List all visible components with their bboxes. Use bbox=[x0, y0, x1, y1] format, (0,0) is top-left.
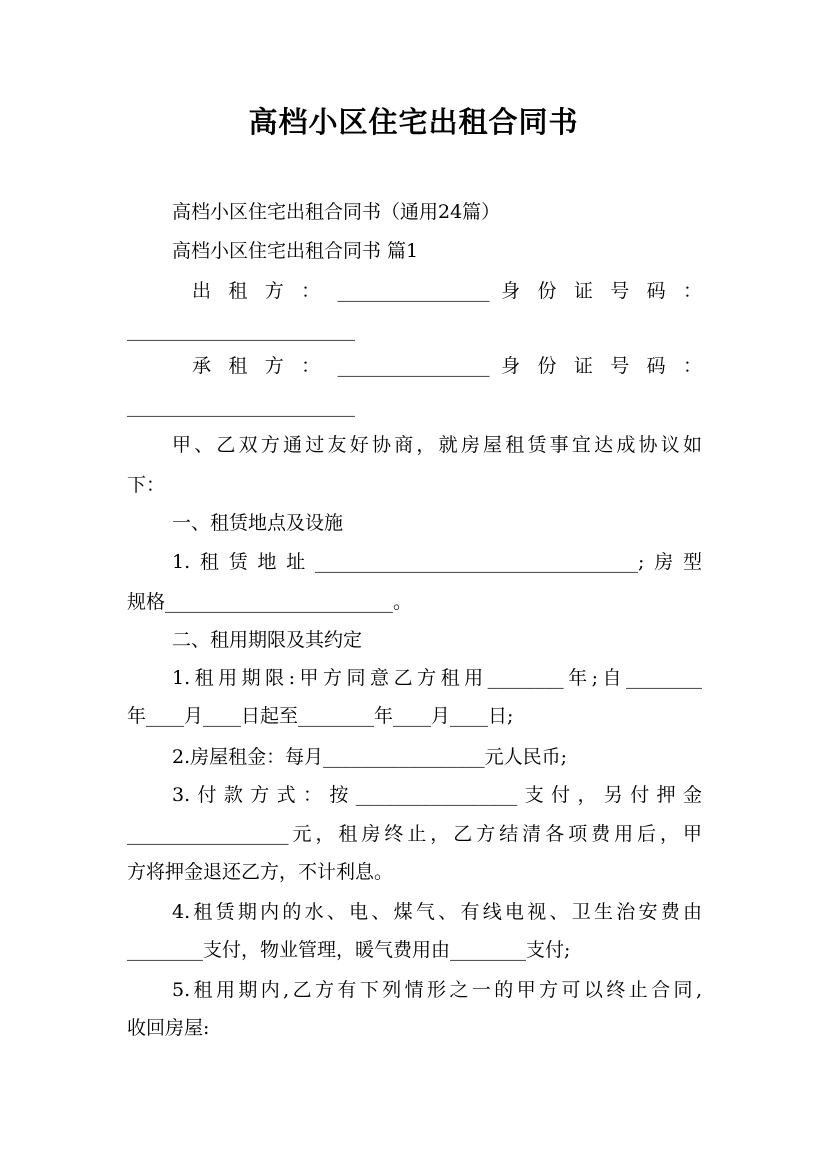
paragraph-line: 方将押金退还乙方，不计利息。 bbox=[127, 861, 394, 883]
paragraph-line: _________________元，租房终止，乙方结清各项费用后，甲 bbox=[127, 823, 702, 845]
paragraph-line: 4.租赁期内的水、电、煤气、有线电视、卫生治安费由 bbox=[172, 901, 702, 923]
paragraph-line: ________支付，物业管理，暖气费用由________支付; bbox=[127, 939, 571, 961]
paragraph-line: 1.租赁地址__________________________________;房型 bbox=[172, 551, 702, 573]
lessee-line: 承 租 方 ： ________________ 身 份 证 号 码 ： bbox=[192, 355, 702, 377]
paragraph-line: 甲、乙双方通过友好协商，就房屋租赁事宜达成协议如 bbox=[172, 434, 702, 456]
subtitle-line: 高档小区住宅出租合同书（通用24篇） bbox=[172, 201, 501, 223]
lessor-line: 出 租 方 ： ________________ 身 份 证 号 码 ： bbox=[192, 280, 702, 302]
paragraph-line: 2.房屋租金：每月_________________元人民币; bbox=[172, 746, 568, 768]
paragraph-line: 规格________________________。 bbox=[127, 591, 413, 613]
paragraph-line: 5.租用期内,乙方有下列情形之一的甲方可以终止合同, bbox=[172, 979, 702, 1001]
paragraph-line: 收回房屋: bbox=[127, 1017, 210, 1039]
document-title: 高档小区住宅出租合同书 bbox=[248, 105, 579, 139]
clause-heading: 二、租用期限及其约定 bbox=[172, 629, 363, 651]
paragraph-line: 3.付款方式：按_________________支付，另付押金 bbox=[172, 784, 702, 806]
lessor-id-blank: ________________________ bbox=[127, 319, 355, 341]
paragraph-line: 1.租用期限:甲方同意乙方租用________年;自________ bbox=[172, 667, 702, 689]
paragraph-line: 年____月____日起至________年____月____日; bbox=[127, 705, 514, 727]
lessee-id-blank: ________________________ bbox=[127, 395, 355, 417]
paragraph-line: 下： bbox=[127, 474, 166, 496]
section-heading: 高档小区住宅出租合同书 篇1 bbox=[172, 240, 419, 262]
clause-heading: 一、租赁地点及设施 bbox=[172, 512, 344, 534]
